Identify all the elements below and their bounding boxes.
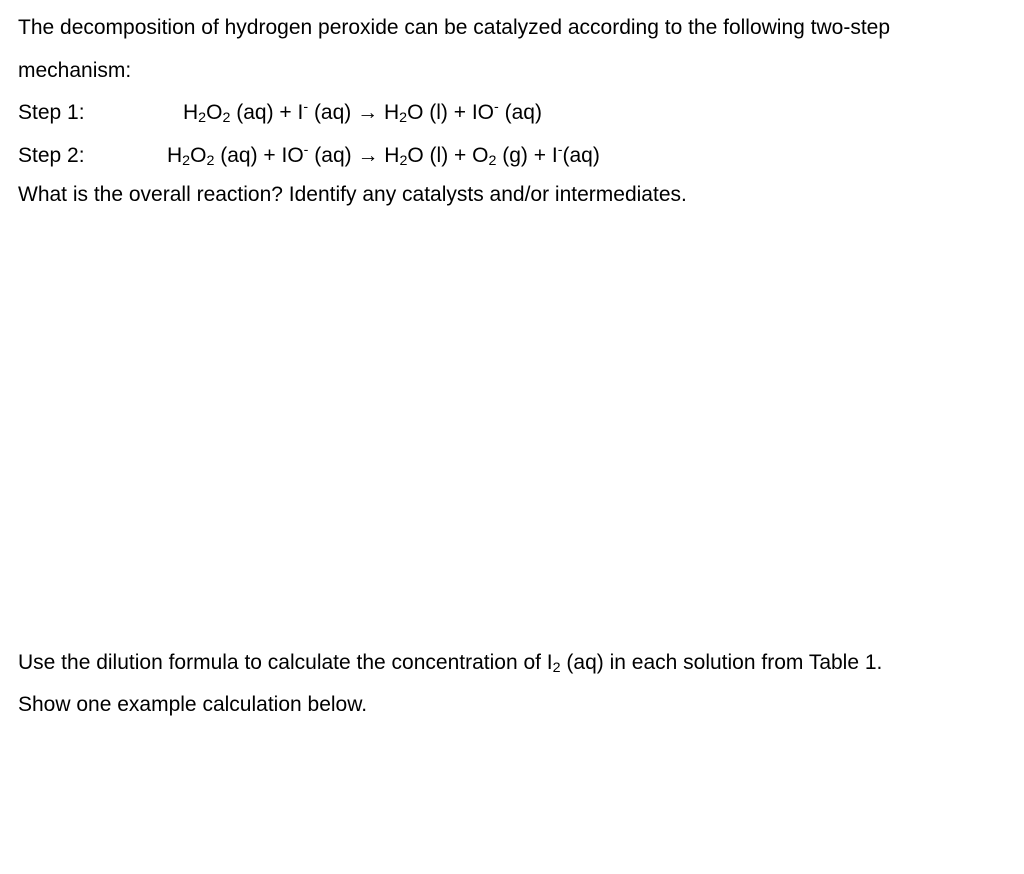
- dilution-text-line-1: Use the dilution formula to calculate the concentration of $I_2$ (aq) in each solution from Table 1.: [18, 651, 883, 676]
- step-1-label: Step 1:: [18, 101, 85, 124]
- step-2-equation: $H_2O_2$ (aq) + IO- $(aq) \to H_2O$ $(l) + O_2$ (g) + I-(aq): [167, 142, 600, 169]
- step-1-equation: $H_2O_2$ (aq) + I- $(aq) \to H_2O$ (l) + IO- (aq): [183, 99, 542, 126]
- intro-text-line-1: The decomposition of hydrogen peroxide can be catalyzed according to the following two-step: [18, 16, 891, 39]
- intro-text-line-2: mechanism:: [18, 59, 132, 82]
- dilution-text-line-2: Show one example calculation below.: [18, 693, 368, 716]
- step-2-label: Step 2:: [18, 144, 85, 167]
- question-text: What is the overall reaction? Identify any catalysts and/or intermediates.: [18, 183, 687, 206]
